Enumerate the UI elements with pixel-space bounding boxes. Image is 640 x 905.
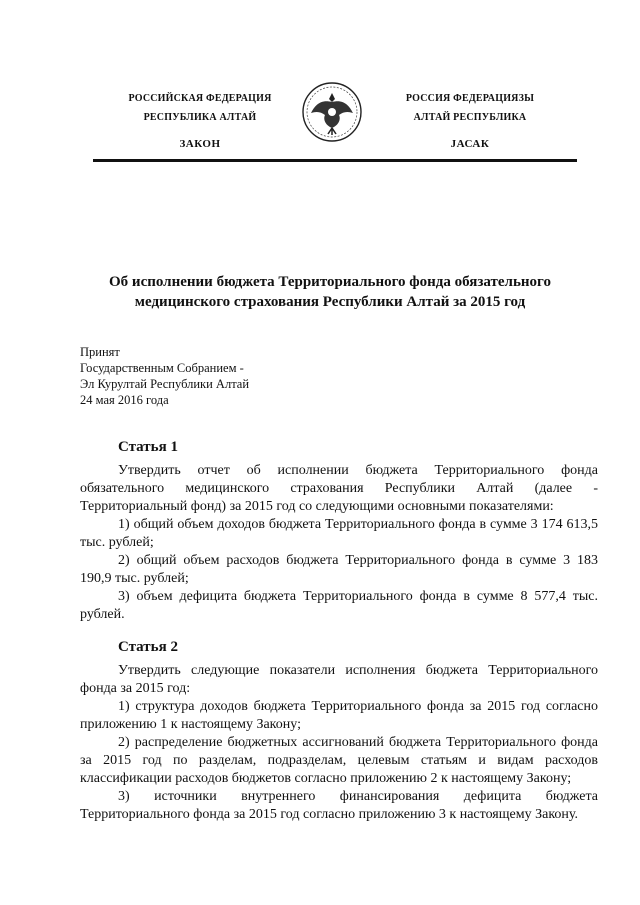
adopted-label: Принят xyxy=(80,345,120,359)
header-left-country: РОССИЙСКАЯ ФЕДЕРАЦИЯ xyxy=(128,93,272,104)
article-2-intro: Утвердить следующие показатели исполнения бюджета Территориального фонда за 2015 год: xyxy=(80,663,598,696)
header-divider xyxy=(93,159,577,162)
document-body xyxy=(80,438,598,824)
article-2-title: Статья 2 xyxy=(118,639,178,655)
adoption-block xyxy=(80,344,249,408)
header-right-country: РОССИЯ ФЕДЕРАЦИЯЗЫ xyxy=(405,93,535,104)
header-right-law: JАСАК xyxy=(450,138,490,150)
header-left-republic: РЕСПУБЛИКА АЛТАЙ xyxy=(143,112,257,123)
document-title xyxy=(90,272,570,312)
article-2-item: 2) распределение бюджетных ассигнований бюджета Территориального фонда за 2015 год по разделам, подразделам, целевым статьям и видам расходов классификации расходов бюджетов согласно приложению 2 к настоящему Закону; xyxy=(80,735,598,786)
article-2-item: 1) структура доходов бюджета Территориального фонда за 2015 год согласно приложению 1 к настоящему Закону; xyxy=(80,699,598,732)
article-1-item: 3) объем дефицита бюджета Территориального фонда в сумме 8 577,4 тыс. рублей. xyxy=(80,589,598,622)
header-right xyxy=(380,89,560,154)
adopted-date: 24 мая 2016 года xyxy=(80,393,169,407)
title-line-1: Об исполнении бюджета Территориального фонда обязательного xyxy=(109,274,551,290)
title-line-2: медицинского страхования Республики Алтай за 2015 год xyxy=(134,294,526,310)
header-left xyxy=(110,89,290,154)
article-2-item: 3) источники внутреннего финансирования дефицита бюджета Территориального фонда за 2015 год согласно приложению 3 к настоящему Закону. xyxy=(80,789,598,822)
article-1-item: 2) общий объем расходов бюджета Территориального фонда в сумме 3 183 190,9 тыс. рублей; xyxy=(80,553,598,586)
adopted-by: Государственным Собранием - xyxy=(80,361,244,375)
coat-of-arms-emblem xyxy=(301,81,363,143)
adopted-body: Эл Курултай Республики Алтай xyxy=(80,377,250,391)
header-right-republic: АЛТАЙ РЕСПУБЛИКА xyxy=(413,112,527,123)
article-1-item: 1) общий объем доходов бюджета Территориального фонда в сумме 3 174 613,5 тыс. рублей; xyxy=(80,517,598,550)
header-left-law: ЗАКОН xyxy=(179,138,221,150)
article-1-title: Статья 1 xyxy=(118,439,178,455)
article-1-intro: Утвердить отчет об исполнении бюджета Территориального фонда обязательного медицинского страхования Республики Алтай (далее - Территориальный фонд) за 2015 год со следующими основными показателями: xyxy=(80,463,598,514)
